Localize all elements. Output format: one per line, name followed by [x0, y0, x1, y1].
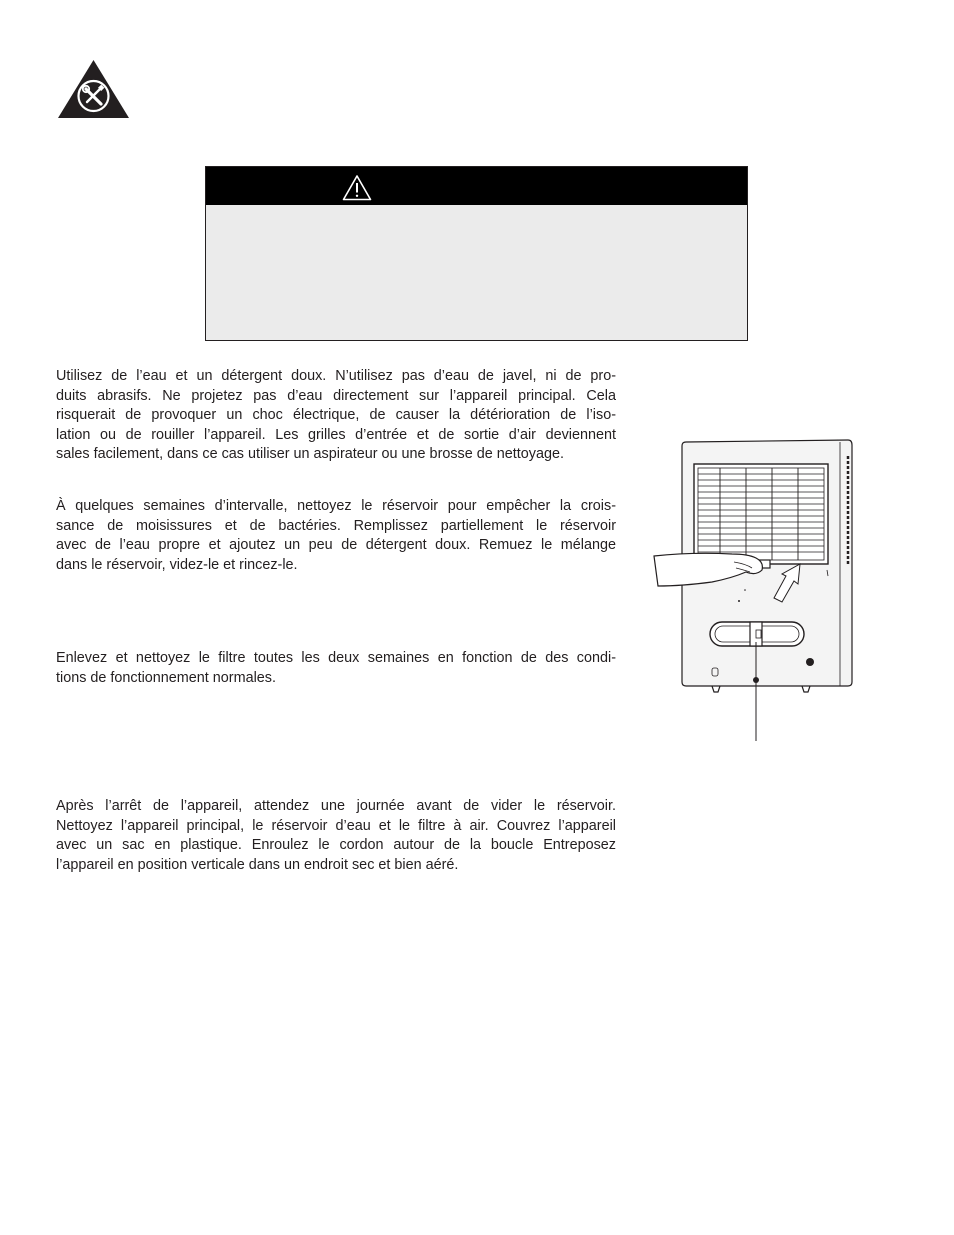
wrench-screwdriver-icon [56, 58, 131, 120]
text-line: Enlevez et nettoyez le filtre toutes les deux semaines en fonction de des condi- [56, 650, 616, 666]
text-line: avec de l’eau propre et ajoutez un peu de détergent doux. Remuez le mélange [56, 537, 616, 553]
cleaning-unit-paragraph [56, 367, 616, 465]
text-line: Après l’arrêt de l’appareil, attendez une journée avant de vider le réservoir. [56, 798, 616, 814]
text-line: avec un sac en plastique. Enroulez le cordon autour de la boucle Entreposez [56, 837, 616, 853]
text-line: À quelques semaines d’intervalle, nettoyez le réservoir pour empêcher la crois- [56, 498, 616, 514]
text-line: Nettoyez l’appareil principal, le réservoir d’eau et le filtre à air. Couvrez l’appareil [56, 817, 616, 834]
cleaning-filter-paragraph [56, 649, 616, 688]
text-line: risquerait de provoquer un choc électrique, de causer la détérioration de l’iso- [56, 407, 616, 423]
storage-paragraph [56, 797, 616, 875]
text-line: duits abrasifs. Ne projetez pas d’eau directement sur l’appareil principal. Cela [56, 387, 616, 404]
text-line: l’appareil en position verticale dans un endroit sec et bien aéré. [56, 856, 459, 873]
warning-header [206, 167, 747, 205]
text-line: Utilisez de l’eau et un détergent doux. N’utilisez pas d’eau de javel, ni de pro- [56, 368, 616, 384]
text-line: sance de moisissures et de bactéries. Remplissez partiellement le réservoir [56, 517, 616, 534]
text-line: tions de fonctionnement normales. [56, 669, 276, 686]
warning-box [205, 166, 748, 341]
cleaning-tank-paragraph [56, 497, 616, 575]
text-line: dans le réservoir, videz-le et rincez-le. [56, 556, 298, 573]
text-line: lation ou de rouiller l’appareil. Les grilles d’entrée et de sortie d’air deviennent [56, 426, 616, 443]
text-line: sales facilement, dans ce cas utiliser un aspirateur ou une brosse de nettoyage. [56, 446, 564, 462]
dehumidifier-illustration [652, 436, 862, 746]
warning-triangle-icon [342, 174, 372, 201]
